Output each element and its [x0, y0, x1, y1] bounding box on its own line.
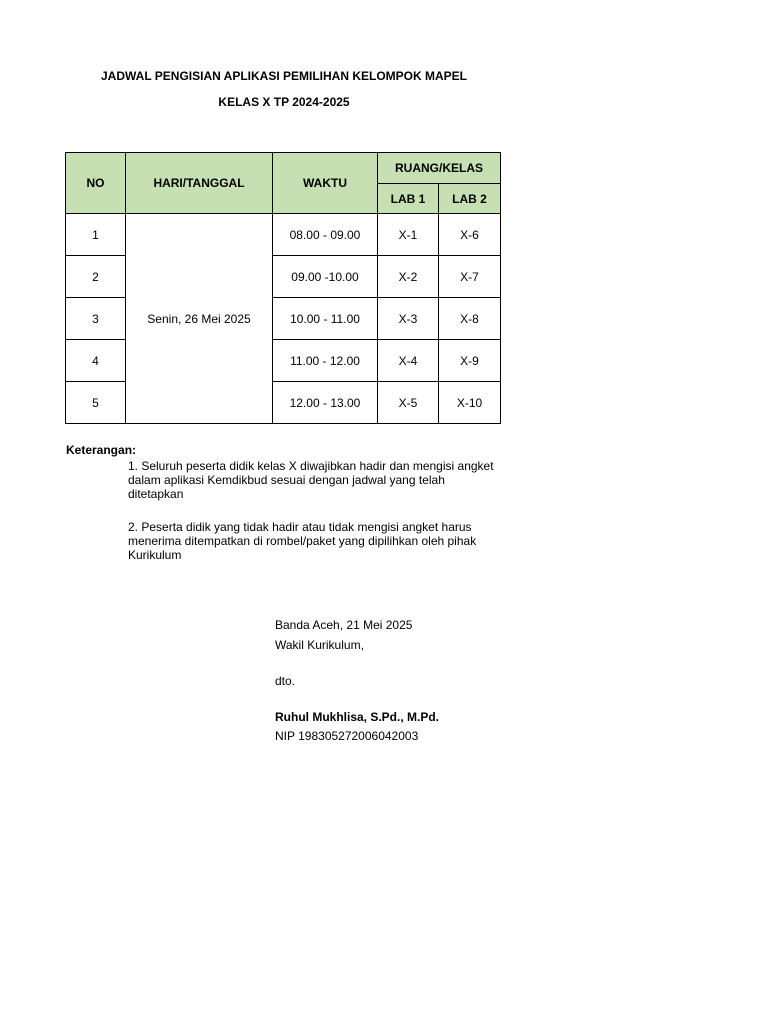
cell-day: Senin, 26 Mei 2025	[126, 214, 273, 424]
header-lab1: LAB 1	[378, 184, 439, 214]
note-item-1: 1. Seluruh peserta didik kelas X diwajibkan hadir dan mengisi angket dalam aplikasi Kemdikbud sesuai dengan jadwal yang telah ditetapkan	[128, 459, 494, 501]
table-row	[66, 214, 501, 256]
document-subtitle: KELAS X TP 2024-2025	[218, 95, 350, 109]
cell-no: 3	[66, 298, 126, 340]
cell-lab2: X-7	[439, 256, 501, 298]
cell-no: 4	[66, 340, 126, 382]
cell-time: 12.00 - 13.00	[273, 382, 378, 424]
signature-name: Ruhul Mukhlisa, S.Pd., M.Pd.	[275, 710, 440, 724]
signature-dto: dto.	[275, 674, 296, 688]
signature-nip: NIP 198305272006042003	[275, 729, 419, 743]
header-day: HARI/TANGGAL	[126, 153, 273, 214]
document-title: JADWAL PENGISIAN APLIKASI PEMILIHAN KELOMPOK MAPEL	[100, 69, 468, 83]
cell-no: 2	[66, 256, 126, 298]
header-time: WAKTU	[273, 153, 378, 214]
cell-lab1: X-4	[378, 340, 439, 382]
cell-lab2: X-10	[439, 382, 501, 424]
signature-role: Wakil Kurikulum,	[275, 638, 364, 652]
note-item-2: 2. Peserta didik yang tidak hadir atau tidak mengisi angket harus menerima ditempatkan di rombel/paket yang dipilihkan oleh pihak Kurikulum	[128, 520, 477, 562]
cell-lab2: X-6	[439, 214, 501, 256]
cell-lab2: X-8	[439, 298, 501, 340]
cell-lab1: X-1	[378, 214, 439, 256]
schedule-table	[65, 152, 501, 424]
cell-time: 10.00 - 11.00	[273, 298, 378, 340]
signature-place-date: Banda Aceh, 21 Mei 2025	[275, 618, 413, 632]
cell-lab1: X-3	[378, 298, 439, 340]
cell-lab1: X-5	[378, 382, 439, 424]
cell-time: 09.00 -10.00	[273, 256, 378, 298]
header-room: RUANG/KELAS	[378, 153, 501, 184]
cell-lab1: X-2	[378, 256, 439, 298]
header-no: NO	[66, 153, 126, 214]
notes-section	[66, 443, 136, 457]
header-lab2: LAB 2	[439, 184, 501, 214]
cell-no: 1	[66, 214, 126, 256]
notes-label: Keterangan:	[66, 443, 137, 457]
cell-time: 11.00 - 12.00	[273, 340, 378, 382]
cell-lab2: X-9	[439, 340, 501, 382]
cell-no: 5	[66, 382, 126, 424]
cell-time: 08.00 - 09.00	[273, 214, 378, 256]
